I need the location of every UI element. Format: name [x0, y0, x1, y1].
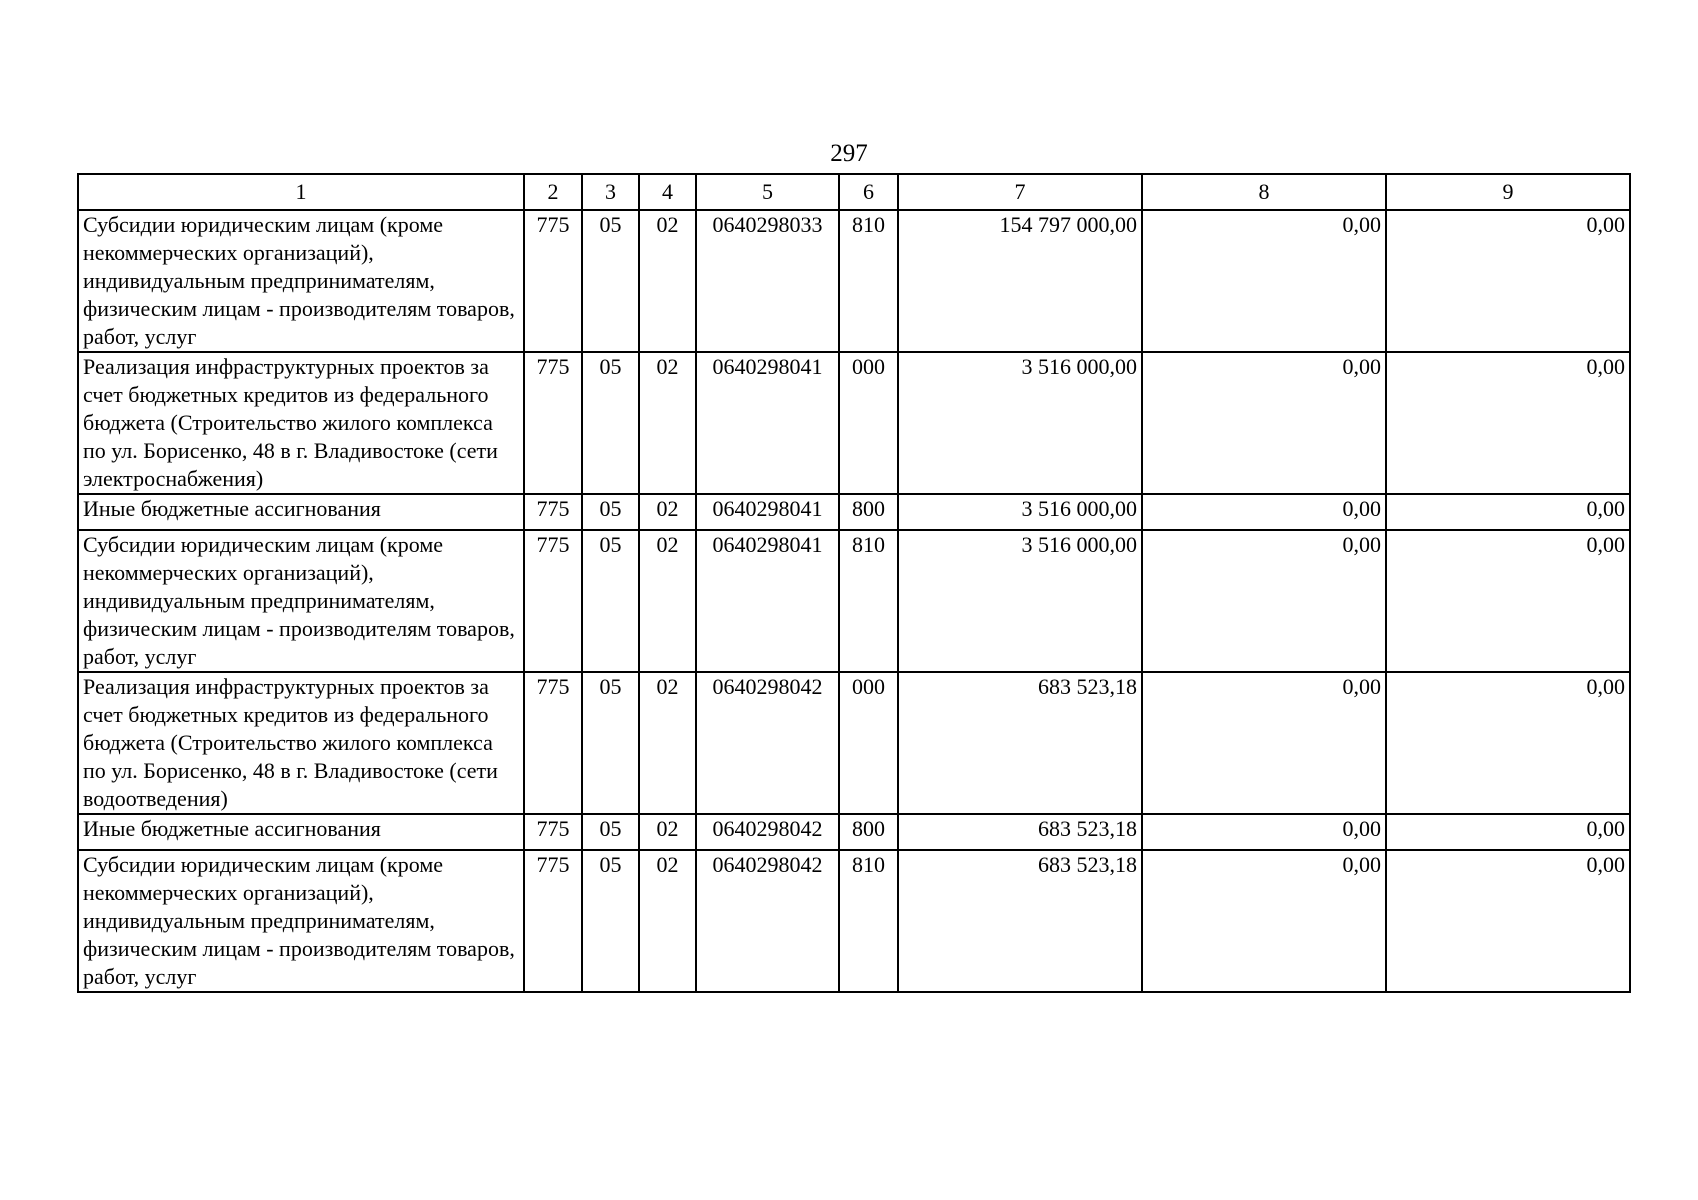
- subsection-code-cell: 02: [639, 672, 696, 814]
- target-article-cell: 0640298033: [696, 210, 839, 352]
- amount-col9-cell: 0,00: [1386, 814, 1630, 850]
- table-row: [78, 814, 1630, 850]
- amount-col8-cell: 0,00: [1142, 530, 1386, 672]
- expense-type-cell: 810: [839, 210, 898, 352]
- column-header: 5: [696, 174, 839, 210]
- amount-col8-cell: 0,00: [1142, 352, 1386, 494]
- column-header: 6: [839, 174, 898, 210]
- section-code-cell: 05: [582, 352, 639, 494]
- amount-col9-cell: 0,00: [1386, 494, 1630, 530]
- subsection-code-cell: 02: [639, 352, 696, 494]
- header-row: [78, 174, 1630, 210]
- amount-col7-cell: 3 516 000,00: [898, 530, 1142, 672]
- ministry-code-cell: 775: [524, 850, 582, 992]
- expense-type-cell: 800: [839, 494, 898, 530]
- section-code-cell: 05: [582, 530, 639, 672]
- ministry-code-cell: 775: [524, 210, 582, 352]
- target-article-cell: 0640298042: [696, 850, 839, 992]
- expense-type-cell: 000: [839, 352, 898, 494]
- amount-col7-cell: 683 523,18: [898, 672, 1142, 814]
- table-row: [78, 210, 1630, 352]
- amount-col7-cell: 154 797 000,00: [898, 210, 1142, 352]
- amount-col9-cell: 0,00: [1386, 352, 1630, 494]
- page-number: 297: [830, 140, 868, 167]
- table-body: [78, 210, 1630, 992]
- amount-col8-cell: 0,00: [1142, 210, 1386, 352]
- section-code-cell: 05: [582, 494, 639, 530]
- item-name-cell: Иные бюджетные ассигнования: [78, 814, 524, 850]
- amount-col7-cell: 683 523,18: [898, 850, 1142, 992]
- amount-col8-cell: 0,00: [1142, 850, 1386, 992]
- table-row: [78, 672, 1630, 814]
- table-row: [78, 494, 1630, 530]
- subsection-code-cell: 02: [639, 494, 696, 530]
- target-article-cell: 0640298041: [696, 352, 839, 494]
- column-header: 3: [582, 174, 639, 210]
- table-row: [78, 530, 1630, 672]
- expense-type-cell: 000: [839, 672, 898, 814]
- ministry-code-cell: 775: [524, 352, 582, 494]
- table-row: [78, 352, 1630, 494]
- column-header: 1: [78, 174, 524, 210]
- amount-col7-cell: 3 516 000,00: [898, 494, 1142, 530]
- subsection-code-cell: 02: [639, 850, 696, 992]
- item-name-cell: Иные бюджетные ассигнования: [78, 494, 524, 530]
- amount-col8-cell: 0,00: [1142, 814, 1386, 850]
- item-name-cell: Субсидии юридическим лицам (кроме некоммерческих организаций), индивидуальным предпринимателям, физическим лицам - производителям товаров, работ, услуг: [78, 210, 524, 352]
- amount-col8-cell: 0,00: [1142, 672, 1386, 814]
- ministry-code-cell: 775: [524, 814, 582, 850]
- section-code-cell: 05: [582, 814, 639, 850]
- target-article-cell: 0640298042: [696, 814, 839, 850]
- expense-type-cell: 800: [839, 814, 898, 850]
- subsection-code-cell: 02: [639, 814, 696, 850]
- item-name-cell: Реализация инфраструктурных проектов за счет бюджетных кредитов из федерального бюджета (Строительство жилого комплекса по ул. Борисенко, 48 в г. Владивостоке (сети водоотведения): [78, 672, 524, 814]
- subsection-code-cell: 02: [639, 530, 696, 672]
- expense-type-cell: 810: [839, 530, 898, 672]
- column-header: 2: [524, 174, 582, 210]
- column-header: 7: [898, 174, 1142, 210]
- table-row: [78, 850, 1630, 992]
- ministry-code-cell: 775: [524, 672, 582, 814]
- amount-col9-cell: 0,00: [1386, 530, 1630, 672]
- section-code-cell: 05: [582, 850, 639, 992]
- item-name-cell: Реализация инфраструктурных проектов за счет бюджетных кредитов из федерального бюджета (Строительство жилого комплекса по ул. Борисенко, 48 в г. Владивостоке (сети электроснабжения): [78, 352, 524, 494]
- item-name-cell: Субсидии юридическим лицам (кроме некоммерческих организаций), индивидуальным предпринимателям, физическим лицам - производителям товаров, работ, услуг: [78, 850, 524, 992]
- column-header: 4: [639, 174, 696, 210]
- amount-col9-cell: 0,00: [1386, 672, 1630, 814]
- ministry-code-cell: 775: [524, 494, 582, 530]
- item-name-cell: Субсидии юридическим лицам (кроме некоммерческих организаций), индивидуальным предпринимателям, физическим лицам - производителям товаров, работ, услуг: [78, 530, 524, 672]
- section-code-cell: 05: [582, 672, 639, 814]
- expense-type-cell: 810: [839, 850, 898, 992]
- column-header: 8: [1142, 174, 1386, 210]
- ministry-code-cell: 775: [524, 530, 582, 672]
- section-code-cell: 05: [582, 210, 639, 352]
- amount-col7-cell: 3 516 000,00: [898, 352, 1142, 494]
- amount-col9-cell: 0,00: [1386, 850, 1630, 992]
- subsection-code-cell: 02: [639, 210, 696, 352]
- amount-col9-cell: 0,00: [1386, 210, 1630, 352]
- target-article-cell: 0640298041: [696, 494, 839, 530]
- budget-table: [77, 173, 1631, 993]
- column-header: 9: [1386, 174, 1630, 210]
- amount-col7-cell: 683 523,18: [898, 814, 1142, 850]
- amount-col8-cell: 0,00: [1142, 494, 1386, 530]
- target-article-cell: 0640298042: [696, 672, 839, 814]
- target-article-cell: 0640298041: [696, 530, 839, 672]
